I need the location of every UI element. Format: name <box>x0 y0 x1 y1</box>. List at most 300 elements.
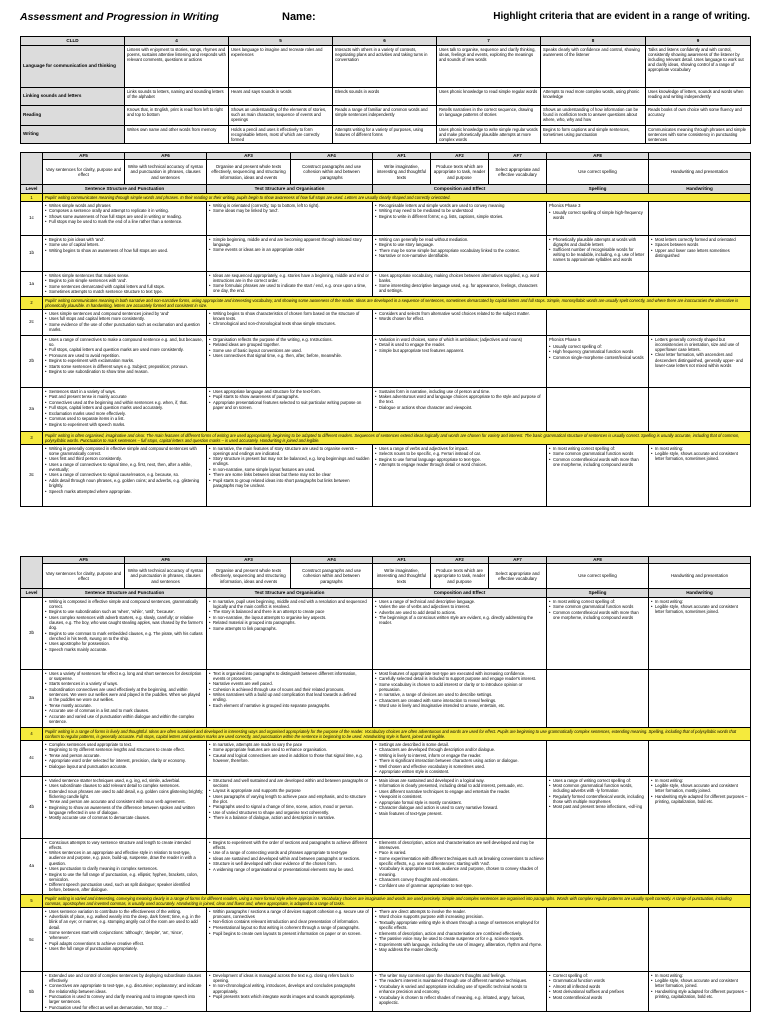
clld-cell: Hears and says sounds in words <box>229 87 333 105</box>
criterion-item: • Word use is lively and imaginative intended to amuse, entertain, etc. <box>375 703 544 708</box>
level-row <box>21 740 751 776</box>
af-description: Use correct spelling <box>547 564 648 588</box>
level-row <box>21 335 751 387</box>
clld-col-header: 7 <box>437 37 541 46</box>
criterion-item: • Vocabulary is varied and appropriate including use of specific technical words to enhance precision and economy. <box>375 984 544 994</box>
level-band-number: 3 <box>21 431 43 444</box>
criterion-item: • Some use of capital letters. <box>45 242 204 247</box>
af-code: AF7 <box>489 153 546 160</box>
af-code: AF8 <box>547 557 648 564</box>
criterion-item: • Conscious attempts to vary sentence structure and length to create intended effects. <box>45 840 204 850</box>
composition-cell <box>373 235 547 271</box>
criterion-item: • Some appropriate features are used to enhance organisation. <box>209 747 370 752</box>
criterion-item: • Some attempts to link paragraphs. <box>209 626 370 631</box>
criterion-item: • Phonetically plausible attempts at words with digraphs and double letters <box>549 237 646 247</box>
clld-col-header: 4 <box>125 37 229 46</box>
criterion-item: • Begins to use formal language appropriate to text-type. <box>375 457 544 462</box>
level-label: 3b <box>21 597 43 669</box>
criterion-item: • Variation in word choices, some of which is ambitious; (adjectives and nouns) <box>375 337 544 342</box>
criterion-item: • Uses subordinate clauses to add relevant detail to complex sentences. <box>45 783 204 788</box>
clld-cell: Holds a pencil and uses it effectively to form recognisable letters, most of which are correctly formed <box>229 125 333 143</box>
criterion-item: • In most writing: <box>651 599 748 604</box>
group-header: Composition and Effect <box>373 589 547 598</box>
spelling-cell <box>547 597 649 669</box>
criterion-item: • Appropriate word order selected for interest, precision, clarity or economy. <box>45 758 204 763</box>
criterion-item: • Some evidence of the use of other punctuation such as exclamation and question marks. <box>45 322 204 332</box>
clld-table <box>20 36 751 144</box>
criterion-item: • Legible style, shows accurate and consistent letter formation, sometimes joined. <box>651 451 748 461</box>
spelling-cell <box>547 838 649 894</box>
af-code: AF6 <box>125 557 206 564</box>
criterion-item: • Elements of description, action and characterisation are combined effectively. <box>375 931 544 936</box>
criterion-item: • Related ideas are grouped together. <box>209 342 370 347</box>
group-header: Spelling <box>547 185 649 194</box>
criterion-item: • Uses punctuation to clarify meaning in complex sentences. <box>45 866 204 871</box>
level-label: 4a <box>21 838 43 894</box>
clld-cell: Uses phonic knowledge to read simple regular words <box>437 87 541 105</box>
handwriting-cell <box>649 907 751 971</box>
highlight-instruction: Highlight criteria that are evident in a range of writing. <box>493 11 750 22</box>
af-code: AF1 <box>373 557 430 564</box>
criterion-item: • Subordination connectives are used effectively at the beginning, and within sentences. We were our wellies were and played in the puddles. When we played in the puddles we wore our wellies. <box>45 687 204 702</box>
handwriting-cell <box>649 597 751 669</box>
criterion-item: • Ideas are sequenced appropriately, e.g. stories have a beginning, middle and end or instructions are in the correct order. <box>209 273 370 283</box>
criterion-item: • Commas used to separate items in a list. <box>45 416 204 421</box>
criterion-item: • Writing is orientated (correctly; top to bottom, left to right). <box>209 203 370 208</box>
criterion-item: • Some common grammatical function words <box>549 604 646 609</box>
text-structure-cell <box>207 669 373 727</box>
criterion-item: • Main ideas are sustained and developed in a logical way. <box>375 778 544 783</box>
criterion-item: • Clear letter formation, with ascenders and descenders distinguished, generally upper- and lower-case letters not mixed within words <box>651 352 748 367</box>
clld-cell: Shows an understanding of the elements of stories, such as main character, sequence of events and openings <box>229 105 333 125</box>
af-col-header <box>207 153 291 185</box>
criterion-item: • Writing is composed in effective simple and compound sentences, grammatically correct. <box>45 599 204 609</box>
spelling-cell <box>547 387 649 431</box>
af-col-header <box>125 153 207 185</box>
sentence-structure-cell <box>43 838 207 894</box>
criterion-item: • The story is balanced and there is an attempt to create pace <box>209 609 370 614</box>
criterion-item: • Begins to join ideas with 'and'. <box>45 237 204 242</box>
criterion-item: • Uses different narrative techniques to engage and entertain the reader. <box>375 789 544 794</box>
level-row <box>21 907 751 971</box>
criterion-item: • In most writing correct spelling of: <box>549 599 646 604</box>
criterion-item: • Appropriate formal style is mostly consistent. <box>375 800 544 805</box>
criterion-item: • Viewpoint is consistent. <box>375 794 544 799</box>
clld-cell: Uses talk to organise, sequence and clarify thinking, ideas, feelings and events, exploring the meanings and sounds of new words <box>437 45 541 87</box>
criterion-item: • Begins to use the full range of punctuation, e.g. ellipsis; hyphen, brackets, colon, semicolon. <box>45 872 204 882</box>
criterion-item: • Narrative or non-narrative identifiable. <box>375 253 544 258</box>
level-label: 5b <box>21 971 43 1011</box>
text-structure-cell <box>207 271 373 296</box>
af-col-header <box>649 557 751 589</box>
af-col-header <box>489 557 547 589</box>
criterion-item: • Some ideas may be linked by 'and'. <box>209 208 370 213</box>
level-label: 2a <box>21 387 43 431</box>
criterion-item: • In narrative, attempts are made to vary the pace <box>209 742 370 747</box>
level-row <box>21 201 751 235</box>
criterion-item: • Attempts to engage reader through detail or word choices. <box>375 462 544 467</box>
criterion-item: • Shows some awareness of how full stops are used in writing or reading. <box>45 214 204 219</box>
criterion-item: • Main features of text-type present. <box>375 811 544 816</box>
criterion-item: • Common single-morpheme content/lexical words <box>549 355 646 360</box>
clld-cell: Communicates meaning through phrases and simple sentences with some consistency in punctuating sentences <box>646 125 751 143</box>
criterion-item: • Different speech punctuation used, such as split dialogue; speaker identified before, between, after dialogue. <box>45 882 204 892</box>
clld-cell: Interacts with others in a variety of contexts, negotiating plans and activities and taking turns in conversation <box>333 45 437 87</box>
criterion-item: • Uses a range of connectives to signal time, e.g. first, next, then, after a while, eventually; <box>45 462 204 472</box>
text-structure-cell <box>207 971 373 1011</box>
criterion-item: • Structured and well sustained and are developed within and between paragraphs or sections <box>209 778 370 788</box>
composition-cell <box>373 335 547 387</box>
criterion-item: • Begins to join simple sentences with 'and'. <box>45 278 204 283</box>
criterion-item: • Past and present tense is mainly accurate <box>45 394 204 399</box>
af-description: Write imaginative, interesting and thoughtful texts <box>373 160 430 184</box>
af-col-header <box>547 153 649 185</box>
criterion-item: • Uses sentence variation to contribute to the effectiveness of the writing. <box>45 909 204 914</box>
criterion-item: • Full stops, capital letters and question marks used accurately. <box>45 405 204 410</box>
af-col-header <box>43 557 125 589</box>
criterion-item: • Most letters correctly formed and orientated <box>651 237 748 242</box>
composition-cell <box>373 444 547 506</box>
criterion-item: • Uses paragraphs of varying length to achieve pace and emphasis, and to structure the plot. <box>209 794 370 804</box>
af-description: Vary sentences for clarity, purpose and effect <box>43 564 124 588</box>
group-header: Sentence Structure and Punctuation <box>43 185 207 194</box>
criterion-item: • Full stops may be used to mark the end of a line rather than a sentence. <box>45 219 204 224</box>
text-structure-cell <box>207 444 373 506</box>
criterion-item: • Uses simple sentences and compound sentences joined by 'and' <box>45 311 204 316</box>
criterion-item: • Vocabulary is chosen to reflect shades of meaning, e.g. irritated, angry, furious, apoplectic. <box>375 995 544 1005</box>
text-structure-cell <box>207 235 373 271</box>
clld-cell: Attempts to read more complex words, using phonic knowledge <box>541 87 646 105</box>
criterion-item: • Correct spelling of: <box>549 973 646 978</box>
criterion-item: • Writing begins to show characteristics of chosen form based on the structure of known texts. <box>209 311 370 321</box>
criterion-item: • Characters are created with some interaction to reveal feelings. <box>375 698 544 703</box>
af-description: Produce texts which are appropriate to task, reader and purpose <box>431 160 488 184</box>
af-description: Organise and present whole texts effectively, sequencing and structuring information, ideas and events <box>207 564 290 588</box>
criterion-item: • In most writing: <box>651 778 748 783</box>
document-title: Assessment and Progression in Writing <box>20 11 219 23</box>
clld-cell: Shows an understanding of how information can be found in nonfiction texts to answer questions about where, who, why and how <box>541 105 646 125</box>
criterion-item: • Composes a sentence orally and attempt to replicate it in writing. <box>45 208 204 213</box>
criterion-item: • Tense mostly accurate. <box>45 703 204 708</box>
criterion-item: • Varies the use of verbs and adjectives to interest. <box>375 604 544 609</box>
criterion-item: • Pace is varied. <box>375 850 544 855</box>
criterion-item: • In non-narrative, the layout attempts to organise key aspects. <box>209 615 370 620</box>
criterion-item: • Uses complex sentences with adverb starters, e.g. slowly, carefully; or relative clauses, e.g. The boy, who was caught stealing apples, was chased by the farmer's dog. <box>45 615 204 630</box>
handwriting-cell <box>649 271 751 296</box>
criterion-item: • Most common grammatical function words, including adverbs with -ly formation <box>549 783 646 793</box>
criterion-item: • Upper and lower case letters sometimes distinguished <box>651 248 748 258</box>
af-table-levels-3-5 <box>20 556 751 1012</box>
criterion-item: • There is a balance of dialogue, action and description in narrative. <box>209 815 370 820</box>
text-structure-cell <box>207 597 373 669</box>
criterion-item: • Connectives used at the beginning and within sentences e.g. when, if, that. <box>45 400 204 405</box>
criterion-item: • In non-chronological writing, introduces, develops and concludes paragraphs appropriately. <box>209 983 370 993</box>
criterion-item: • Complex sentences used appropriate to text. <box>45 742 204 747</box>
criterion-item: • Begins to use commas to mark embedded clauses, e.g. The pirate, with his cutlass clenched in his teeth, swung on to the ship. <box>45 631 204 641</box>
af-code: AF4 <box>291 557 372 564</box>
criterion-item: • Development of ideas is managed across the text e.g. closing refers back to opening. <box>209 973 370 983</box>
level-label: 1b <box>21 235 43 271</box>
clld-cell: Listens with enjoyment to stories, songs, rhymes and poems, sustains attentive listening and responds with relevant comments, questions or actions <box>125 45 229 87</box>
criterion-item: • Chronological and non-chronological texts show simple structures. <box>209 321 370 326</box>
criterion-item: • Accurate use of commas in a list and to mark clauses. <box>45 708 204 713</box>
handwriting-cell <box>649 335 751 387</box>
criterion-item: • Uses appropriate language and structure for the text-form. <box>209 389 370 394</box>
criterion-item: • Common content/lexical words with more than one morpheme, including compound words <box>549 457 646 467</box>
af-col-header <box>125 557 207 589</box>
spelling-cell <box>547 309 649 335</box>
criterion-item: • Detail is used to engage the reader. <box>375 342 544 347</box>
handwriting-cell <box>649 309 751 335</box>
criterion-item: • Mostly accurate use of commas to demarcate clauses. <box>45 815 204 820</box>
af-code: AF2 <box>431 153 488 160</box>
criterion-item: • Some interesting descriptive language used, e.g. for appearance, feelings, characters and settings. <box>375 283 544 293</box>
sentence-structure-cell <box>43 907 207 971</box>
af-code: AF1 <box>373 153 430 160</box>
af-col-header <box>373 153 431 185</box>
clld-cell: Uses language to imagine and recreate roles and experiences <box>229 45 333 87</box>
clld-cell: Blends sounds in words <box>333 87 437 105</box>
criterion-item: • Uses a range of connectives to make a compound sentence e.g. and, but because, so. <box>45 337 204 347</box>
handwriting-cell <box>649 387 751 431</box>
criterion-item: • Writes simple words and phrases <box>45 203 204 208</box>
criterion-item: • Begins to use story language. <box>375 242 544 247</box>
criterion-item: • Story structure is present but may not be balanced, e.g. long beginnings and sudden endings. <box>209 456 370 466</box>
handwriting-cell <box>649 776 751 838</box>
criterion-item: • Beginning to show an awareness of the difference between spoken and written language reflected in use of dialogue. <box>45 805 204 815</box>
af-col-header <box>291 153 373 185</box>
af-code: AF3 <box>207 557 290 564</box>
level-label: 3c <box>21 444 43 506</box>
criterion-item: • Writing may need to be mediated to be understood <box>375 208 544 213</box>
level-band-descriptor: Pupils' writing in a range of forms is lively and thoughtful. Ideas are often sustained and developed in interesting ways and organised appropriately for the purpose of the reader. Vocabulary choices are often adventurous and words are used for effect. Pupils are beginning to use grammatically complex sentences, extending meaning. Spelling, including that of polysyllabic words that conform to regular patterns, is generally accurate. Full stops, capital letters and question marks are used correctly, and punctuation within the sentence is beginning to be used. Handwriting style is fluent, joined and legible. <box>43 727 751 740</box>
criterion-item: • Begins to experiment with speech marks. <box>45 422 204 427</box>
level-col-header <box>21 153 43 185</box>
criterion-item: • Experiments with language, including the use of imagery, alliteration, rhythm and rhyme. <box>375 942 544 947</box>
criterion-item: • Vocabulary is appropriate to task, audience and purpose, chosen to convey shades of meaning. <box>375 866 544 876</box>
af-description: Select appropriate and effective vocabulary <box>489 564 546 588</box>
af-description: Vary sentences for clarity, purpose and effect <box>43 160 124 184</box>
criterion-item: • Tense and person accurate. <box>45 753 204 758</box>
criterion-item: • Sufficient number of recognisable words for writing to be readable, including, e.g. use of letter names to approximate syllables and words <box>549 247 646 262</box>
criterion-item: • Characters convey thoughts and emotions. <box>375 877 544 882</box>
composition-cell <box>373 838 547 894</box>
criterion-item: • Begins to write in different forms; e.g. lists, captions, simple stories. <box>375 214 544 219</box>
af-table-levels-1-3 <box>20 152 751 507</box>
composition-cell <box>373 309 547 335</box>
text-structure-cell <box>207 309 373 335</box>
criterion-item: • Writing is lively to interest, inform or engage the reader. <box>375 753 544 758</box>
af-description: Handwriting and presentation <box>649 160 750 184</box>
af-code: AF3 <box>207 153 290 160</box>
criterion-item: • Sometimes attempts to match sentence structure to text type. <box>45 289 204 294</box>
level-row <box>21 444 751 506</box>
criterion-item: • Letters generally correctly shaped but inconsistencies in orientation, size and use of upper/lower case letters. <box>651 337 748 352</box>
af-col-header <box>373 557 431 589</box>
composition-cell <box>373 597 547 669</box>
level-label: 4c <box>21 740 43 776</box>
criterion-item: • Sustains form in narrative, including use of person and time. <box>375 389 544 394</box>
criterion-item: • Uses the full range of punctuation appropriately. <box>45 946 204 951</box>
criterion-item: • Writes sentences in an appropriate and effective style in relation to text-type, audience and purpose, e.g. pace, build-up, suspense, draw the reader in with a question. <box>45 850 204 865</box>
criterion-item: • May address the reader directly. <box>375 947 544 952</box>
level-row <box>21 776 751 838</box>
text-structure-cell <box>207 907 373 971</box>
clld-col-header: 5 <box>229 37 333 46</box>
spelling-phase: Phonics Phase 3 <box>549 202 581 208</box>
level-band-descriptor: Pupils' writing is often organised, imaginative and clear. The main features of different forms of writing are used appropriately, beginning to be adapted to different readers. Sequences of sentences extend ideas logically and words are chosen for variety and interest. The basic grammatical structure of sentences is usually correct. Spelling is usually accurate, including that of common, polysyllabic words. Punctuation to mark sentences – full stops, capital letters and question marks – is used accurately. Handwriting is joined and legible. <box>43 431 751 444</box>
level-row <box>21 669 751 727</box>
level-label: 2b <box>21 335 43 387</box>
level-row <box>21 387 751 431</box>
sentence-structure-cell <box>43 387 207 431</box>
clld-cell: Attempts writing for a variety of purposes, using features of different forms <box>333 125 437 143</box>
spelling-cell <box>547 907 649 971</box>
criterion-item: • Uses apostrophe for possession. <box>45 641 204 646</box>
criterion-item: • Characters are developed through description and/or dialogue. <box>375 747 544 752</box>
spelling-cell <box>547 201 649 235</box>
criterion-item: • Tense and person are accurate and consistent with noun verb agreement. <box>45 799 204 804</box>
criterion-item: • Spaces between words <box>651 242 748 247</box>
spelling-cell <box>547 444 649 506</box>
criterion-item: • Simple but appropriate text features apparent. <box>375 348 544 353</box>
criterion-item: • Recognisable letters and simple words are used to convey meaning <box>375 203 544 208</box>
af-description: Produce texts which are appropriate to task, reader and purpose <box>431 564 488 588</box>
level-band-descriptor: Pupils' writing communicates meaning in both narrative and non-narrative forms, using appropriate and interesting vocabulary, and showing some awareness of the reader. Ideas are developed in a sequence of sentences, sometimes demarcated by capital letters and full stops. Simple, monosyllabic words are usually spelt correctly, and where there are inaccuracies the alternative is phonetically plausible. In handwriting, letters are accurately formed and consistent in size. <box>43 296 751 309</box>
clld-row-label: Language for communication and thinking <box>21 45 125 87</box>
af-code: AF6 <box>125 153 206 160</box>
clld-cell: Knows that, in English, print is read from left to right and top to bottom <box>125 105 229 125</box>
criterion-item: • Uses first and third person consistently. <box>45 456 204 461</box>
criterion-item: • Well chosen and effective vocabulary is sometimes used. <box>375 764 544 769</box>
spelling-cell <box>547 971 649 1011</box>
level-row <box>21 838 751 894</box>
criterion-item: • Pronouns are used to avoid repetition. <box>45 353 204 358</box>
sentence-structure-cell <box>43 740 207 776</box>
group-header: Text Structure and Organisation <box>207 589 373 598</box>
sentence-structure-cell <box>43 271 207 296</box>
criterion-item: • Uses a range of writing correct spelling of: <box>549 778 646 783</box>
criterion-item: • Writing can generally be read without mediation. <box>375 237 544 242</box>
handwriting-cell <box>649 444 751 506</box>
criterion-item: • Writing begins to show an awareness of how full stops are used. <box>45 248 204 253</box>
criterion-item: • Use of varied structures to shape and organise text coherently. <box>209 810 370 815</box>
criterion-item: • In most writing: <box>651 446 748 451</box>
composition-cell <box>373 776 547 838</box>
af-code: AF5 <box>43 557 124 564</box>
spelling-cell <box>547 335 649 387</box>
criterion-item: • Uses appropriate vocabulary, making choices between alternatives supplied, e.g. word banks. <box>375 273 544 283</box>
criterion-item: • Most features of appropriate text-type are executed with increasing confidence. <box>375 671 544 676</box>
criterion-item: • The reader's interest is maintained through use of different narrative techniques. <box>375 978 544 983</box>
criterion-item: • Almost all inflected words <box>549 984 646 989</box>
sentence-structure-cell <box>43 235 207 271</box>
criterion-item: • Cohesion is achieved through use of nouns and their related pronouns. <box>209 687 370 692</box>
criterion-item: • Beginning to try different sentence lengths and structures to create effect. <box>45 747 204 752</box>
level-band-number: 2 <box>21 296 43 309</box>
criterion-item: • Information is clearly presented, including detail to add interest, persuade, etc. <box>375 783 544 788</box>
criterion-item: • Starts sentences in a variety of ways. <box>45 681 204 686</box>
spelling-cell <box>547 740 649 776</box>
af-col-header <box>489 153 547 185</box>
af-col-header <box>431 153 489 185</box>
criterion-item: • In narrative, the main features of story structure are used to organise events – openings and endings are indicated. <box>209 446 370 456</box>
level-col-header <box>21 557 43 589</box>
criterion-item: • Adverbials of place, e.g. walked wearily into the deep, dark forest; time, e.g. in the blink of an eye; or manner, e.g. stomping angrily out of the room are used to add detail. <box>45 914 204 929</box>
criterion-item: • In most writing correct spelling of: <box>549 446 646 451</box>
level-label: 1a <box>21 271 43 296</box>
text-structure-cell <box>207 776 373 838</box>
af-col-header <box>547 557 649 589</box>
spelling-cell <box>547 669 649 727</box>
criterion-item: • Some events or ideas are in an appropriate order <box>209 247 370 252</box>
criterion-item: • Makes adventurous word and language choices appropriate to the style and purpose of the text. <box>375 394 544 404</box>
name-label: Name: <box>282 11 316 23</box>
criterion-item: • Organisation reflects the purpose of the writing, e.g. Instructions. <box>209 337 370 342</box>
composition-cell <box>373 271 547 296</box>
af-description: Construct paragraphs and use cohesion within and between paragraphs <box>291 564 372 588</box>
criterion-item: • Regularly formed content/lexical words, including those with multiple morphemes <box>549 794 646 804</box>
sentence-structure-cell <box>43 669 207 727</box>
af-code: AF5 <box>43 153 124 160</box>
criterion-item: • There may be some simple but appropriate vocabulary linked to the context. <box>375 248 544 253</box>
criterion-item: • Full stops, capital letters and question marks are used more consistently. <box>45 347 204 352</box>
level-label: 1c <box>21 201 43 235</box>
af-col-header <box>207 557 291 589</box>
level-band-number: 1 <box>21 193 43 201</box>
criterion-item: • Speech marks attempted where appropriate. <box>45 489 204 494</box>
criterion-item: • Most derivational suffixes and prefixes <box>549 989 646 994</box>
clld-row-label: Reading <box>21 105 125 125</box>
composition-cell <box>373 740 547 776</box>
criterion-item: • Text is organised into paragraphs to distinguish between different information, events or processes. <box>209 671 370 681</box>
clld-cell: Reads books of own choice with some fluency and accuracy <box>646 105 751 125</box>
criterion-item: • Elements of description, action and characterisation are well developed and may be interwoven. <box>375 840 544 850</box>
criterion-item: • Structure is well developed with clear evidence of the chosen form. <box>209 861 370 866</box>
criterion-item: • Textually appropriate writing style is shown through a range of sentences employed for specific effects. <box>375 920 544 930</box>
level-band-number: 4 <box>21 727 43 740</box>
text-structure-cell <box>207 838 373 894</box>
af-description: Organise and present whole texts effectively, sequencing and structuring information, ideas and events <box>207 160 290 184</box>
criterion-item: • Non-fiction contains relevant introduction and clear presentation of information. <box>209 919 370 924</box>
text-structure-cell <box>207 387 373 431</box>
criterion-item: • Appropriate presentational features selected to suit particular writing purpose on paper and on screen. <box>209 400 370 410</box>
criterion-item: • Handwriting style adapted for different purposes – printing, capitalization, bold etc. <box>651 989 748 999</box>
criterion-item: • Uses a range of verbs and adjectives for impact. <box>375 446 544 451</box>
spelling-phase: Phonics Phase 5 <box>549 336 581 342</box>
level-row <box>21 271 751 296</box>
criterion-item: • Ideas are sustained and developed within and between paragraphs or sections. <box>209 856 370 861</box>
af-description: Select appropriate and effective vocabulary <box>489 160 546 184</box>
criterion-item: • Layout is appropriate and supports the purpose <box>209 788 370 793</box>
group-header: Sentence Structure and Punctuation <box>43 589 207 598</box>
handwriting-cell <box>649 838 751 894</box>
criterion-item: • Narrative events are well paced. <box>209 681 370 686</box>
group-header: Handwriting <box>649 589 751 598</box>
criterion-item: • Paragraphs used to signal a change of time, scene, action, mood or person. <box>209 804 370 809</box>
criterion-item: • Punctuation is used to convey and clarify meaning and to integrate speech into larger sentences. <box>45 994 204 1004</box>
criterion-item: • Selects nouns to be specific, e.g. Ferrari instead of car. <box>375 451 544 456</box>
criterion-item: • Considers and selects from alternative word choices related to the subject matter. <box>375 311 544 316</box>
criterion-item: • Some sentences start with conjunctions: 'although', 'despite', 'as', 'since', 'whenever'. <box>45 930 204 940</box>
criterion-item: • Pupil adapts conventions to achieve creative effect. <box>45 941 204 946</box>
clld-cell: Talks and listens confidently and with control, consistently showing awareness of the listener by including relevant detail. Uses language to work out and clarify ideas, showing control of a range of appropriate vocabulary <box>646 45 751 87</box>
af-description: Write with technical accuracy of syntax and punctuation in phrases, clauses and sentences <box>125 160 206 184</box>
handwriting-cell <box>649 971 751 1011</box>
sentence-structure-cell <box>43 309 207 335</box>
criterion-item: • Adds detail through noun phrases, e.g. golden coins; and adverbs, e.g. glistening brightly. <box>45 478 204 488</box>
criterion-item: • Legible style, shows accurate and consistent letter formation, joined. <box>651 978 748 988</box>
